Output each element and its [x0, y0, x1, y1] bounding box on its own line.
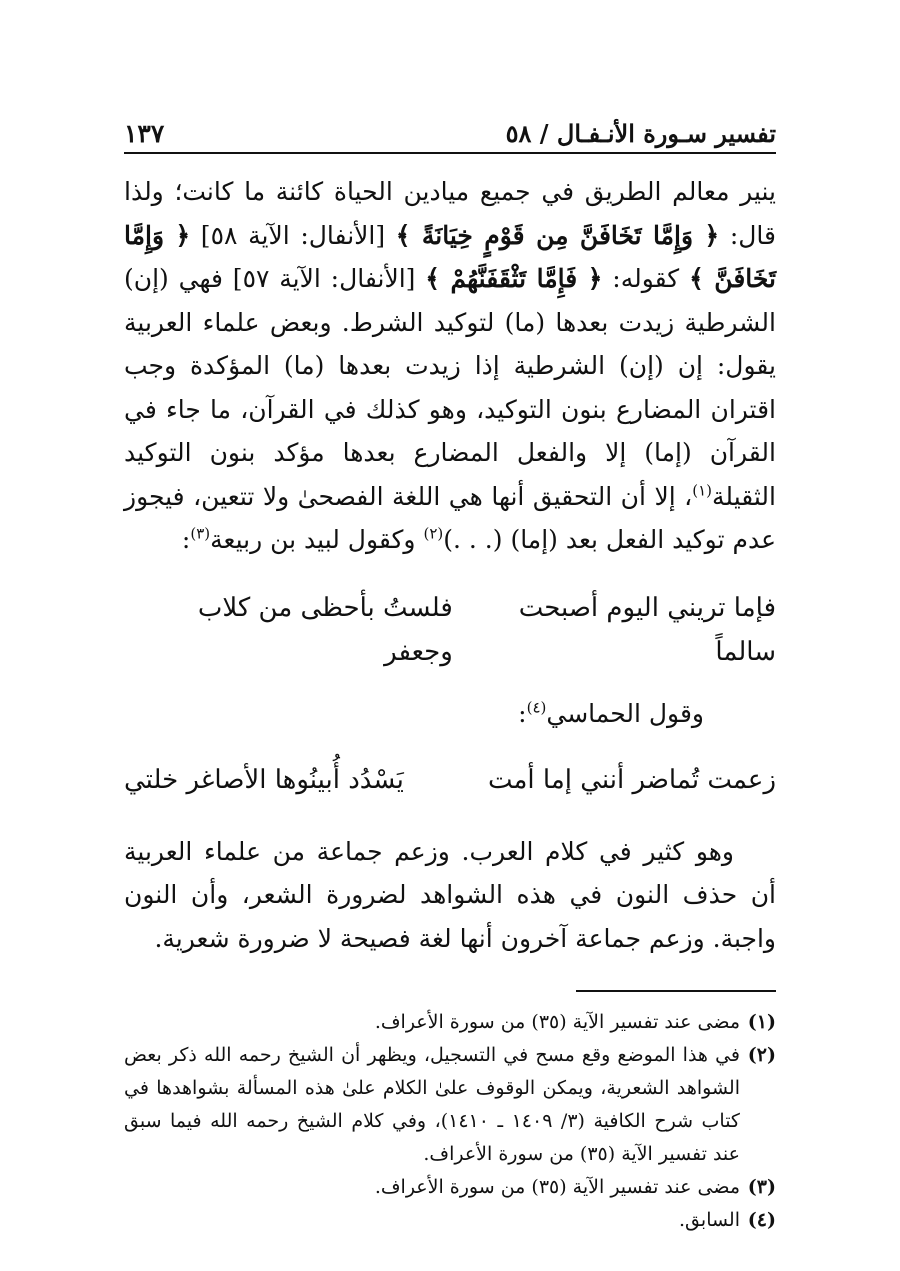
text-run: [الأنفال: الآية ٥٧] فهي (إن) الشرطية زيدت بعدها (ما) لتوكيد الشرط. وبعض علماء العربية يقول: إن (إن) الشرطية إذا زيدت بعدها (ما) المؤكدة وجب اقتران المضارع بنون التوكيد، وهو كذلك في القرآن، ما جاء في القرآن (إما) إلا والفعل المضارع بعدها مؤكد بنون التوكيد الثقيلة: [124, 264, 776, 511]
footnote-marker[interactable]: (٤): [526, 698, 547, 717]
footnote-number: (٢): [747, 1044, 776, 1066]
footnote-marker[interactable]: (١): [692, 481, 713, 500]
footnote-number: (٤): [747, 1209, 776, 1231]
footnote-number: (٣): [747, 1176, 776, 1198]
footnotes: [124, 1006, 776, 1237]
poetry-verse-labid: [124, 586, 776, 674]
footnote-marker[interactable]: (٢): [423, 524, 444, 543]
text-run: وكقول لبيد بن ربيعة: [210, 525, 424, 554]
footnote-text: في هذا الموضع وقع مسح في التسجيل، ويظهر أن الشيخ رحمه الله ذكر بعض الشواهد الشعرية، ويمكن الوقوف علىٰ الكلام علىٰ هذه المسألة بشواهدها في كتاب شرح الكافية (٣/ ١٤٠٩ ـ ١٤١٠)، وفي كلام الشيخ رحمه الله فيما سبق عند تفسير الآية (٣٥) من سورة الأعراف.: [124, 1044, 740, 1165]
text-run: :: [518, 698, 527, 728]
text-run: كقوله:: [612, 264, 680, 293]
book-page: [124, 100, 776, 1237]
footnote-item: [124, 1171, 776, 1204]
hemistich-second: يَسْدُد أُبينُوها الأصاغر خلتي: [124, 764, 404, 795]
footnote-text: مضى عند تفسير الآية (٣٥) من سورة الأعراف.: [374, 1176, 740, 1198]
footnote-text: مضى عند تفسير الآية (٣٥) من سورة الأعراف.: [374, 1011, 740, 1033]
main-paragraph: [124, 170, 776, 562]
footnote-separator: [576, 990, 776, 992]
text-run: ينير معالم الطريق في جميع ميادين الحياة كائنة ما كانت؛ ولذا قال:: [124, 177, 776, 250]
text-run: وهو كثير في كلام العرب. وزعم جماعة من علماء العربية أن حذف النون في هذه الشواهد لضرورة الشعر، وأن النون واجبة. وزعم جماعة آخرون أنها لغة فصيحة لا ضرورة شعرية.: [124, 836, 776, 953]
hemistich-second: فلستُ بأحظى من كلاب وجعفر: [197, 592, 453, 667]
page-number: ١٣٧: [124, 119, 165, 148]
poetry-intro: [124, 692, 776, 736]
text-run: :: [181, 525, 191, 554]
text-run: ، إلا أن التحقيق أنها هي اللغة الفصحىٰ ولا تتعين، فيجوز عدم توكيد الفعل بعد (إما): [124, 481, 776, 554]
hemistich-first: زعمت تُماضر أنني إما أمت: [487, 764, 776, 795]
running-title: تفسير سـورة الأنـفـال / ٥٨: [505, 119, 776, 148]
footnote-item: [124, 1204, 776, 1237]
verse-reference: [الأنفال: الآية ٥٨]: [200, 220, 386, 250]
footnote-number: (١): [747, 1011, 776, 1033]
running-header: [124, 100, 776, 154]
footnote-marker[interactable]: (٣): [190, 524, 211, 543]
quran-verse: ﴿ وَإِمَّا تَخَافَنَّ ﴾: [124, 220, 777, 293]
hemistich-first: فإما تريني اليوم أصبحت سالماً: [518, 592, 776, 667]
poetry-verse-hamasi: [124, 758, 776, 802]
text-run: (. . .): [443, 525, 503, 554]
footnote-item: [124, 1039, 776, 1171]
quran-verse: ﴿ فَإِمَّا تَثْقَفَنَّهُمْ ﴾: [425, 264, 603, 293]
text-run: وقول الحماسي: [546, 698, 704, 728]
footnote-text: السابق.: [679, 1209, 740, 1231]
footnote-item: [124, 1006, 776, 1039]
closing-paragraph: [124, 830, 776, 961]
quran-verse: ﴿ وَإِمَّا تَخَافَنَّ مِن قَوْمٍ خِيَانَةً ﴾: [395, 220, 720, 250]
